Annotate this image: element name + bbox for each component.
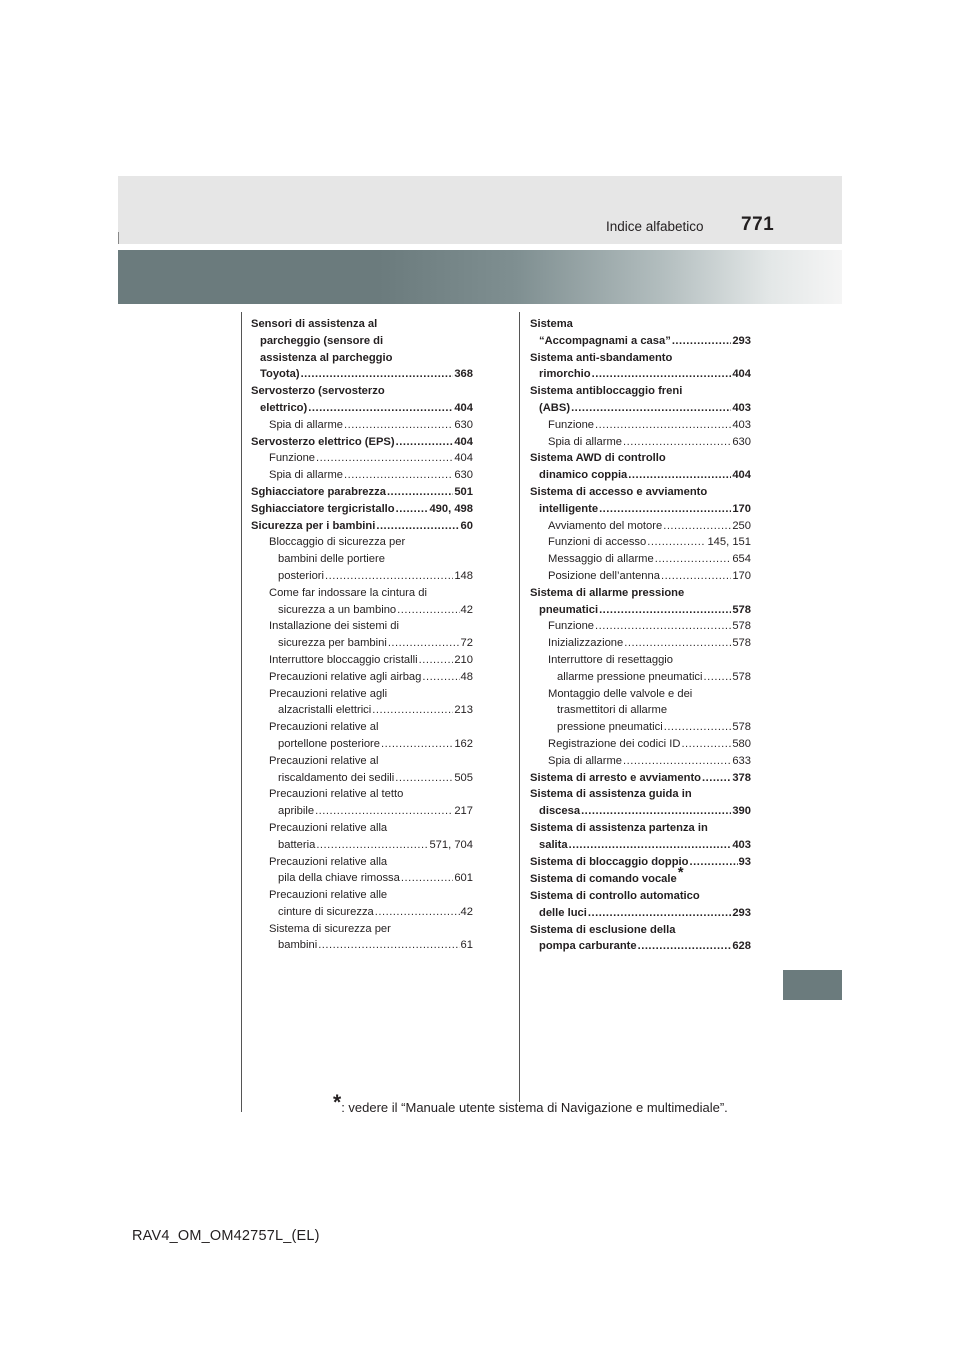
page-reference: 571, 704 xyxy=(429,838,473,851)
page-reference: 61 xyxy=(460,939,473,952)
index-entry-text: Precauzioni relative agli xyxy=(269,687,388,700)
index-entry-text: Sistema xyxy=(530,318,573,330)
page-reference: 403 xyxy=(732,418,751,431)
index-entry xyxy=(530,652,751,669)
index-entry-text: Servosterzo (servosterzo xyxy=(251,385,385,398)
index-entry xyxy=(530,417,751,434)
dot-leader xyxy=(422,669,459,686)
dot-leader xyxy=(595,618,731,635)
page-reference: 42 xyxy=(460,603,473,616)
index-entry xyxy=(530,383,751,400)
index-entry xyxy=(251,904,473,921)
index-entry-text: Funzione xyxy=(548,418,595,431)
dot-leader xyxy=(376,518,459,535)
index-entry xyxy=(530,602,751,619)
footnote-marker: * xyxy=(677,864,684,882)
index-entry-text: Montaggio delle valvole e dei xyxy=(548,687,693,700)
index-entry-text: alzacristalli elettrici xyxy=(278,704,372,717)
page-reference: 368 xyxy=(454,368,473,381)
index-entry xyxy=(530,450,751,467)
index-entry-text: Messaggio di allarme xyxy=(548,553,654,566)
dot-leader xyxy=(396,501,429,518)
index-entry xyxy=(530,803,751,820)
dot-leader xyxy=(344,467,453,484)
index-entry-text: sicurezza per bambini xyxy=(278,637,387,650)
index-entry-text: Sghiacciatore parabrezza xyxy=(251,485,386,498)
index-entry-text: Sistema di sicurezza per xyxy=(269,922,391,935)
footnote xyxy=(333,1091,728,1118)
index-entry xyxy=(530,501,751,518)
index-entry-text: Sistema anti-sbandamento xyxy=(530,351,673,364)
index-entry xyxy=(251,803,473,820)
index-entry xyxy=(530,467,751,484)
index-entry-text: cinture di sicurezza xyxy=(278,905,374,918)
dot-leader xyxy=(672,333,732,350)
index-entry xyxy=(530,905,751,922)
page-reference: 404 xyxy=(732,368,751,381)
index-entry-text: Spia di allarme xyxy=(548,435,622,448)
index-entry-text: Funzione xyxy=(269,452,316,465)
index-entry-text: batteria xyxy=(278,838,316,851)
index-entry xyxy=(530,864,751,888)
index-entry-text: Spia di allarme xyxy=(548,754,622,767)
index-entry xyxy=(530,551,751,568)
header-divider xyxy=(118,232,119,244)
dot-leader xyxy=(388,635,460,652)
index-entry xyxy=(251,786,473,803)
dot-leader xyxy=(581,803,731,820)
page-reference: 213 xyxy=(454,704,473,717)
index-entry-text: Servosterzo elettrico (EPS) xyxy=(251,435,395,448)
page-reference: 210 xyxy=(454,653,473,666)
index-entry xyxy=(530,484,751,501)
dot-leader xyxy=(396,434,454,451)
dot-leader xyxy=(571,400,731,417)
index-entry xyxy=(530,316,751,333)
index-entry xyxy=(530,635,751,652)
index-entry xyxy=(251,854,473,871)
index-entry-text: Come far indossare la cintura di xyxy=(269,586,427,599)
page-reference: 148 xyxy=(454,569,473,582)
index-entry xyxy=(251,753,473,770)
index-entry-text: discesa xyxy=(539,805,581,818)
index-entry xyxy=(251,568,473,585)
index-entry xyxy=(251,400,473,417)
index-entry-text: Funzioni di accesso xyxy=(548,536,647,549)
footnote-asterisk: * xyxy=(333,1091,342,1114)
header-band xyxy=(118,176,842,244)
index-entry xyxy=(530,333,751,350)
index-entry-text: Sistema antibloccaggio freni xyxy=(530,385,683,398)
page-reference: 578 xyxy=(732,637,751,650)
index-entry xyxy=(251,518,473,535)
dot-leader xyxy=(655,551,732,568)
index-entry xyxy=(530,568,751,585)
index-entry-text: parcheggio (sensore di xyxy=(260,334,384,347)
dot-leader xyxy=(623,434,731,451)
index-entry-text: Precauzioni relative alla xyxy=(269,855,388,868)
page-reference: 170 xyxy=(732,569,751,582)
index-entry xyxy=(251,820,473,837)
index-entry-text: Avviamento del motore xyxy=(548,519,663,532)
index-entry-text: Inizializzazione xyxy=(548,637,624,650)
index-entry-text: Installazione dei sistemi di xyxy=(269,620,399,633)
dot-leader xyxy=(325,568,453,585)
index-entry-text: Sistema di bloccaggio doppio xyxy=(530,855,689,868)
index-entry-text: pressione pneumatici xyxy=(557,721,663,734)
index-entry xyxy=(251,770,473,787)
page-reference: 578 xyxy=(732,721,751,734)
dot-leader xyxy=(638,938,732,955)
page-reference: 628 xyxy=(732,940,751,953)
dot-leader xyxy=(704,669,732,686)
index-entry-text: Sistema di accesso e avviamento xyxy=(530,485,708,498)
index-entry xyxy=(251,551,473,568)
index-entry-text: Sistema di allarme pressione xyxy=(530,586,685,599)
page-reference: 578 xyxy=(732,620,751,633)
index-entry xyxy=(530,837,751,854)
index-entry-text: Sistema di comando vocale xyxy=(530,873,677,886)
index-entry-text: Posizione dell’antenna xyxy=(548,569,660,582)
index-entry xyxy=(251,702,473,719)
index-entry-text: Sensori di assistenza al xyxy=(251,318,378,330)
index-entry xyxy=(251,736,473,753)
index-entry xyxy=(251,870,473,887)
dot-leader xyxy=(316,450,453,467)
index-entry xyxy=(251,602,473,619)
page-reference: 42 xyxy=(460,905,473,918)
dot-leader xyxy=(661,568,731,585)
index-entry-text: (ABS) xyxy=(539,401,571,414)
dot-leader xyxy=(419,652,454,669)
index-entry-text: riscaldamento dei sedili xyxy=(278,771,395,784)
dot-leader xyxy=(308,400,453,417)
index-entry-text: Sistema di assistenza guida in xyxy=(530,788,692,801)
dot-leader xyxy=(401,870,453,887)
index-column-right xyxy=(530,316,751,955)
page-reference: 293 xyxy=(732,334,751,347)
dot-leader xyxy=(316,837,428,854)
index-entry xyxy=(530,518,751,535)
page-reference: 250 xyxy=(732,519,751,532)
index-entry xyxy=(251,534,473,551)
index-entry-text: pneumatici xyxy=(539,603,599,616)
index-entry-text: Sicurezza per i bambini xyxy=(251,519,376,532)
chapter-tab-marker xyxy=(783,970,842,1000)
page-reference: 170 xyxy=(732,502,751,515)
page-reference: 404 xyxy=(454,401,473,414)
dot-leader xyxy=(592,366,732,383)
dot-leader xyxy=(599,501,731,518)
index-entry-text: Precauzioni relative agli airbag xyxy=(269,670,422,683)
page-reference: 501 xyxy=(454,485,473,498)
index-entry-text: Sistema AWD di controllo xyxy=(530,452,666,465)
page-reference: 505 xyxy=(454,771,473,784)
page-reference: 162 xyxy=(454,737,473,750)
page-reference: 630 xyxy=(732,435,751,448)
index-entry-text: Precauzioni relative alla xyxy=(269,821,388,834)
index-entry-text: Spia di allarme xyxy=(269,469,343,482)
index-entry xyxy=(251,417,473,434)
index-entry-text: salita xyxy=(539,838,568,851)
index-entry xyxy=(251,316,473,333)
page-reference: 403 xyxy=(732,401,751,414)
index-entry-text: Sghiacciatore tergicristallo xyxy=(251,502,395,515)
index-entry xyxy=(251,837,473,854)
index-entry-text: pompa carburante xyxy=(539,940,637,953)
index-entry xyxy=(251,366,473,383)
index-entry xyxy=(530,686,751,703)
dot-leader xyxy=(595,417,731,434)
index-entry xyxy=(251,921,473,938)
index-entry xyxy=(251,467,473,484)
index-entry-text: Precauzioni relative alle xyxy=(269,889,388,902)
page-reference: 404 xyxy=(454,435,473,448)
index-entry xyxy=(251,383,473,400)
index-entry-text: Sistema di assistenza partenza in xyxy=(530,821,708,834)
dot-leader xyxy=(663,518,731,535)
page-reference: 404 xyxy=(454,452,473,465)
index-entry-text: posteriori xyxy=(278,569,325,582)
page-reference: 601 xyxy=(454,872,473,885)
page-reference: 630 xyxy=(454,469,473,482)
index-entry xyxy=(530,786,751,803)
index-entry-text: Registrazione dei codici ID xyxy=(548,737,681,750)
index-entry xyxy=(251,719,473,736)
index-entry xyxy=(530,820,751,837)
page-reference: 390 xyxy=(732,805,751,818)
index-entry xyxy=(530,854,751,871)
dot-leader xyxy=(599,602,731,619)
dot-leader xyxy=(397,602,459,619)
index-entry-text: Sistema di arresto e avviamento xyxy=(530,771,701,784)
index-entry-text: Interruttore di resettaggio xyxy=(548,653,673,666)
index-entry xyxy=(530,534,751,551)
index-entry xyxy=(251,434,473,451)
index-column-left xyxy=(251,316,473,954)
page-reference: 293 xyxy=(732,906,751,919)
page-reference: 578 xyxy=(732,670,751,683)
index-entry-text: Toyota) xyxy=(260,368,300,381)
dot-leader xyxy=(569,837,732,854)
page-reference: 403 xyxy=(732,838,751,851)
index-entry-text: delle luci xyxy=(539,906,587,919)
page-number: 771 xyxy=(741,214,775,235)
index-entry xyxy=(530,719,751,736)
index-entry xyxy=(530,434,751,451)
index-entry-text: apribile xyxy=(278,805,315,818)
dot-leader xyxy=(387,484,453,501)
index-entry-text: sicurezza a un bambino xyxy=(278,603,397,616)
dot-leader xyxy=(381,736,453,753)
page-reference: 378 xyxy=(732,771,751,784)
page-reference: 217 xyxy=(454,805,473,818)
index-entry-text: dinamico coppia xyxy=(539,469,628,482)
index-entry xyxy=(530,400,751,417)
page-reference: 630 xyxy=(454,418,473,431)
dot-leader xyxy=(372,702,453,719)
dot-leader xyxy=(344,417,453,434)
index-entry xyxy=(251,635,473,652)
index-entry-text: Bloccaggio di sicurezza per xyxy=(269,536,406,549)
index-entry-text: Interruttore bloccaggio cristalli xyxy=(269,653,418,666)
dot-leader xyxy=(690,854,738,871)
index-entry xyxy=(251,937,473,954)
header-gradient-bar xyxy=(118,250,842,304)
section-title: Indice alfabetico xyxy=(606,219,704,234)
left-column-rule xyxy=(241,312,242,1112)
index-entry-text: Spia di allarme xyxy=(269,418,343,431)
index-entry-text: Sistema di esclusione della xyxy=(530,923,676,936)
index-entry xyxy=(251,585,473,602)
page-reference: 580 xyxy=(732,737,751,750)
dot-leader xyxy=(681,736,731,753)
index-entry xyxy=(251,484,473,501)
index-entry xyxy=(251,450,473,467)
index-entry-text: intelligente xyxy=(539,502,599,515)
index-entry-text: Funzione xyxy=(548,620,595,633)
index-entry xyxy=(530,366,751,383)
dot-leader xyxy=(375,904,460,921)
index-entry xyxy=(251,350,473,367)
index-entry-text: pila della chiave rimossa xyxy=(278,872,400,885)
page-reference: 72 xyxy=(460,637,473,650)
dot-leader xyxy=(624,635,731,652)
index-entry-text: bambini xyxy=(278,939,318,952)
index-entry xyxy=(251,652,473,669)
page-reference: 654 xyxy=(732,553,751,566)
footnote-text: : vedere il “Manuale utente sistema di Navigazione e multimediale”. xyxy=(341,1100,728,1115)
dot-leader xyxy=(664,719,732,736)
index-entry-text: rimorchio xyxy=(539,368,591,381)
page-reference: 490, 498 xyxy=(429,502,473,515)
dot-leader xyxy=(315,803,453,820)
index-entry xyxy=(530,922,751,939)
index-entry xyxy=(251,887,473,904)
page-reference: 633 xyxy=(732,754,751,767)
index-entry-text: “Accompagnami a casa” xyxy=(539,334,671,347)
index-entry xyxy=(251,333,473,350)
index-entry xyxy=(530,350,751,367)
index-entry xyxy=(251,501,473,518)
index-entry-text: Sistema di controllo automatico xyxy=(530,890,700,903)
page-reference: 578 xyxy=(732,603,751,616)
page-reference: 404 xyxy=(732,469,751,482)
index-entry xyxy=(530,669,751,686)
index-entry xyxy=(530,736,751,753)
dot-leader xyxy=(588,905,731,922)
index-entry-text: elettrico) xyxy=(260,401,308,414)
index-entry xyxy=(530,753,751,770)
dot-leader xyxy=(623,753,731,770)
index-entry xyxy=(530,702,751,719)
index-entry-text: trasmettitori di allarme xyxy=(557,704,668,717)
index-entry-text: assistenza al parcheggio xyxy=(260,351,393,364)
index-entry xyxy=(251,686,473,703)
dot-leader xyxy=(702,770,731,787)
page-reference: 93 xyxy=(738,855,751,868)
index-entry-text: Precauzioni relative al tetto xyxy=(269,788,404,801)
index-entry-text: Precauzioni relative al xyxy=(269,721,379,734)
index-entry-text: portellone posteriore xyxy=(278,737,380,750)
index-entry xyxy=(530,585,751,602)
index-entry xyxy=(530,888,751,905)
dot-leader xyxy=(301,366,454,383)
center-column-rule xyxy=(519,312,520,1102)
index-entry-text: Precauzioni relative al xyxy=(269,754,379,767)
index-entry xyxy=(530,938,751,955)
index-entry-text: bambini delle portiere xyxy=(278,553,385,566)
dot-leader xyxy=(318,937,459,954)
index-entry xyxy=(530,618,751,635)
document-code: RAV4_OM_OM42757L_(EL) xyxy=(132,1228,320,1244)
dot-leader xyxy=(628,467,731,484)
index-entry xyxy=(251,669,473,686)
index-entry-text: allarme pressione pneumatici xyxy=(557,670,703,683)
page-reference: 48 xyxy=(460,670,473,683)
dot-leader xyxy=(647,534,706,551)
page-reference: 60 xyxy=(460,519,473,532)
page-reference: 145, 151 xyxy=(707,536,751,549)
index-entry xyxy=(530,770,751,787)
dot-leader xyxy=(395,770,453,787)
index-entry xyxy=(251,618,473,635)
